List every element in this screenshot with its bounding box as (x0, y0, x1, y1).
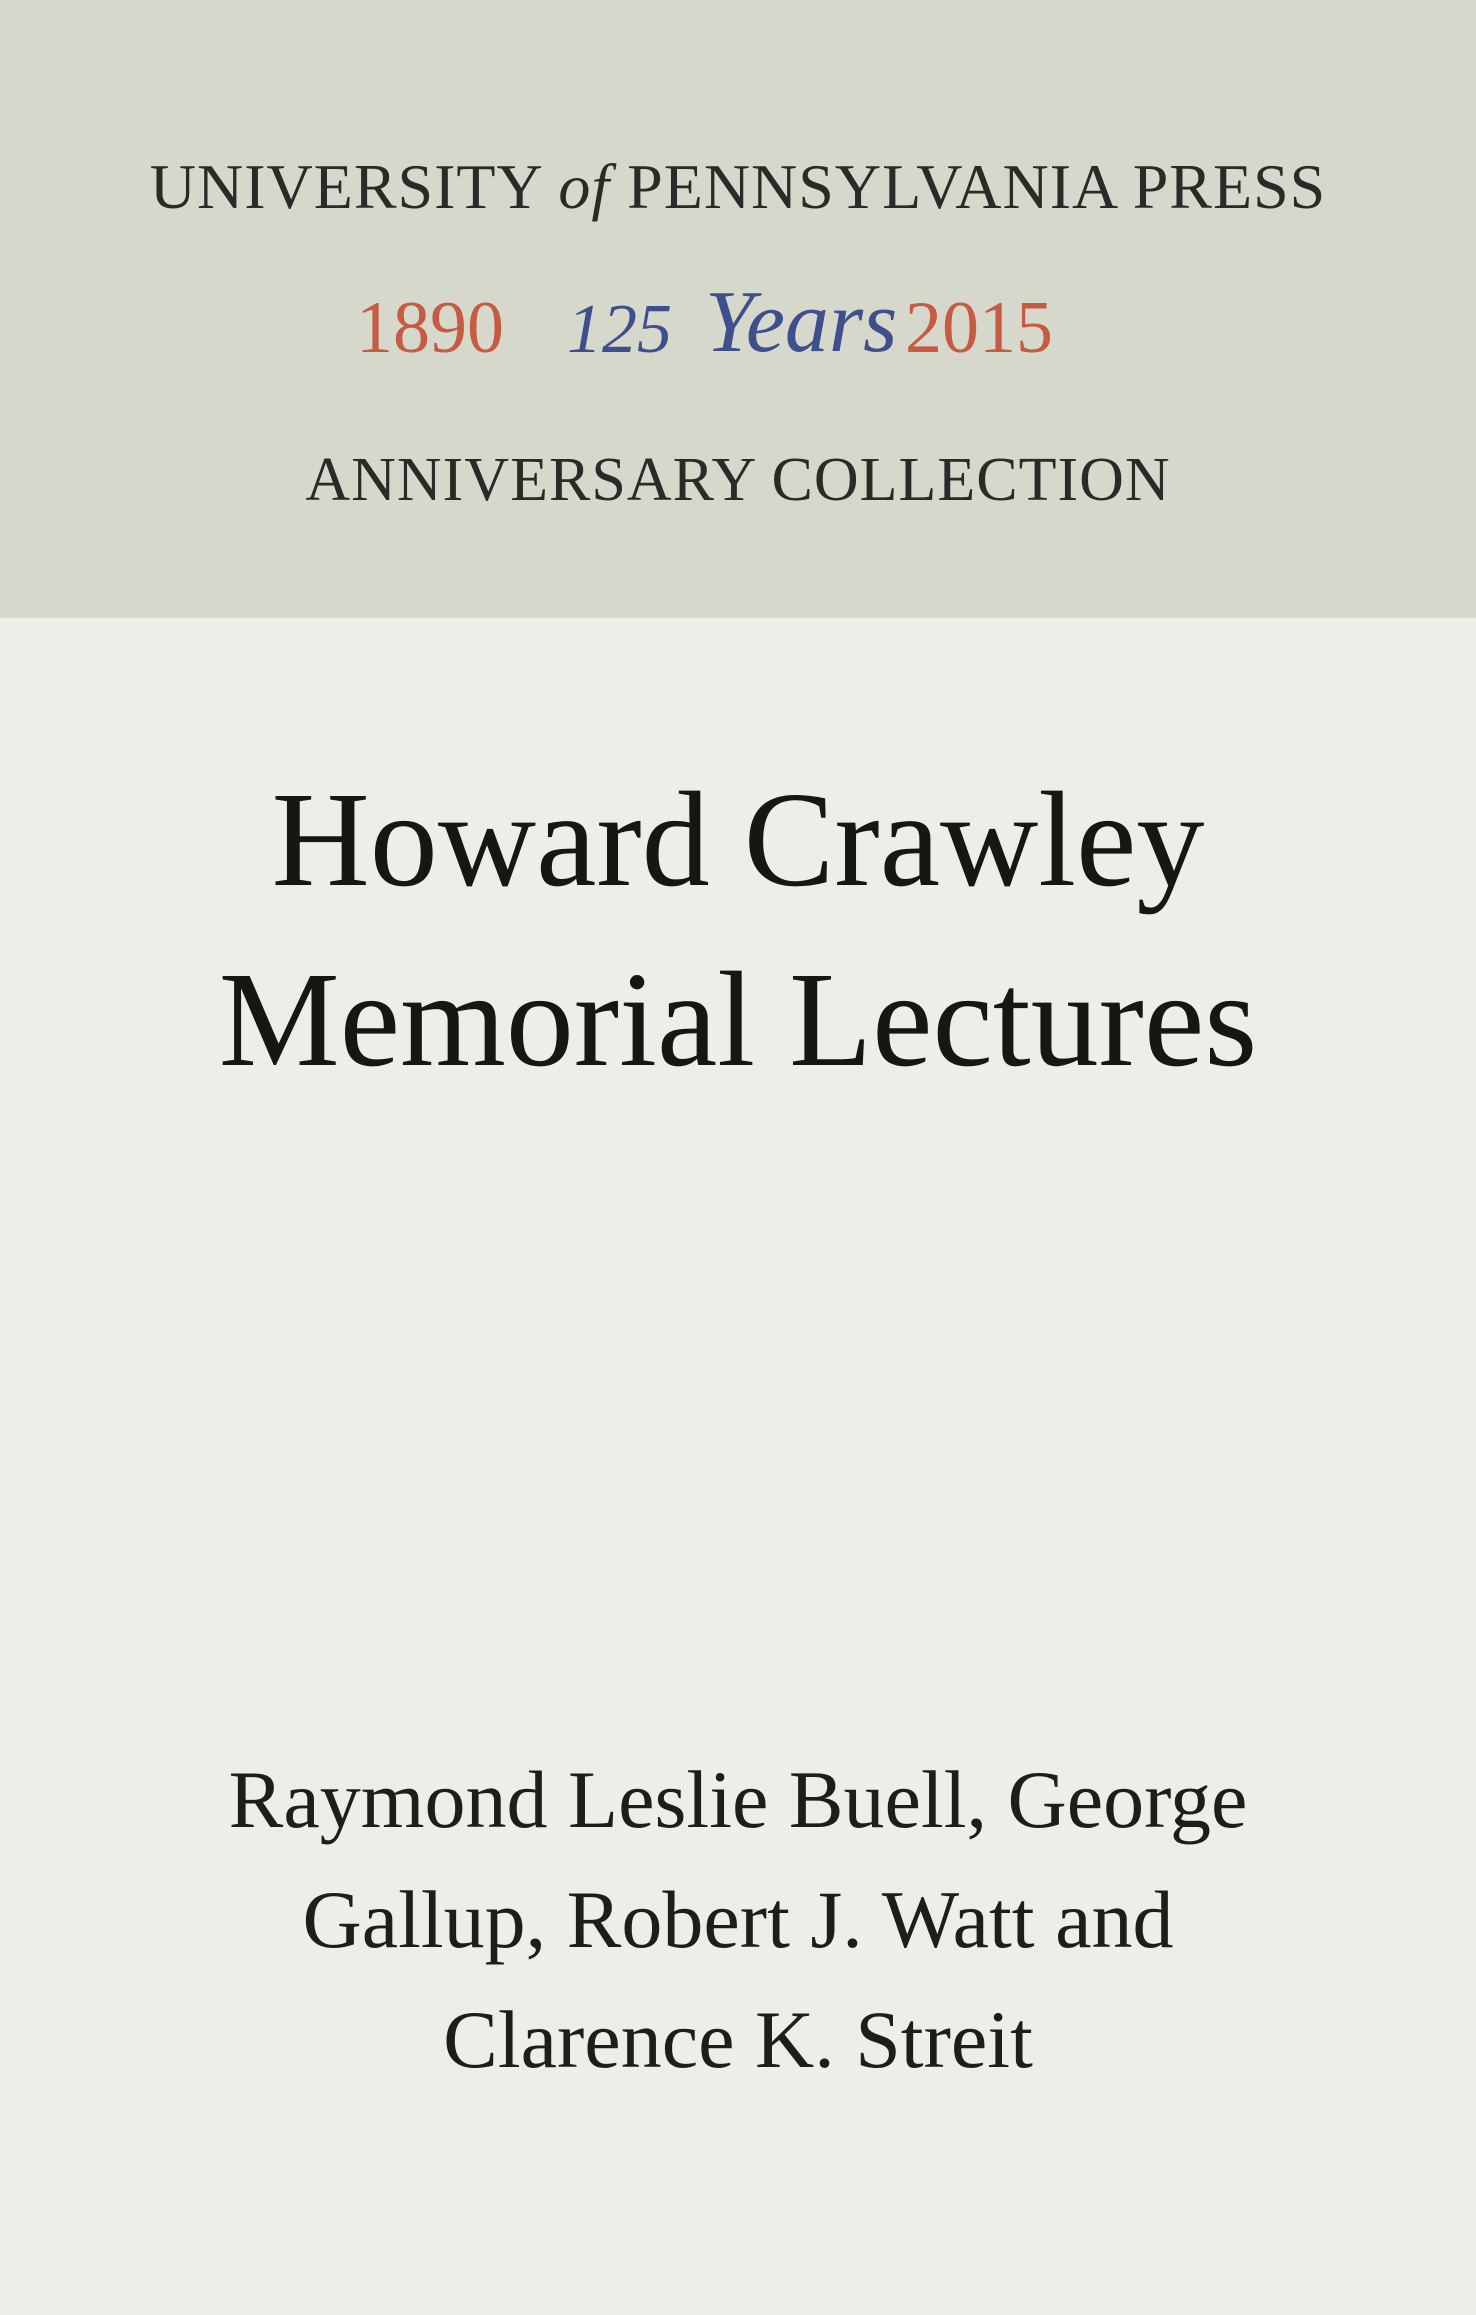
title-line-1: Howard Crawley (271, 765, 1205, 915)
publisher-name-of: of (558, 151, 611, 222)
publisher-name-part2: PENNSYLVANIA PRESS (627, 151, 1327, 222)
author-line-1: Raymond Leslie Buell, George (228, 1754, 1248, 1845)
title-line-2: Memorial Lectures (218, 945, 1258, 1095)
author-line-3: Clarence K. Streit (443, 1994, 1033, 2085)
end-year: 2015 (905, 287, 1053, 369)
author-line-2: Gallup, Robert J. Watt and (302, 1874, 1174, 1965)
start-year: 1890 (356, 287, 504, 369)
anniversary-script (555, 270, 898, 400)
anniversary-number: 125 (567, 291, 672, 368)
book-title (0, 750, 1476, 1110)
anniversary-word: Years (705, 274, 898, 371)
publisher-name-part1: UNIVERSITY (149, 151, 542, 222)
anniversary-row (0, 270, 1476, 420)
publisher-band (0, 0, 1476, 618)
publisher-name (0, 150, 1476, 224)
book-authors (0, 1740, 1476, 2100)
collection-label: ANNIVERSARY COLLECTION (305, 446, 1171, 514)
